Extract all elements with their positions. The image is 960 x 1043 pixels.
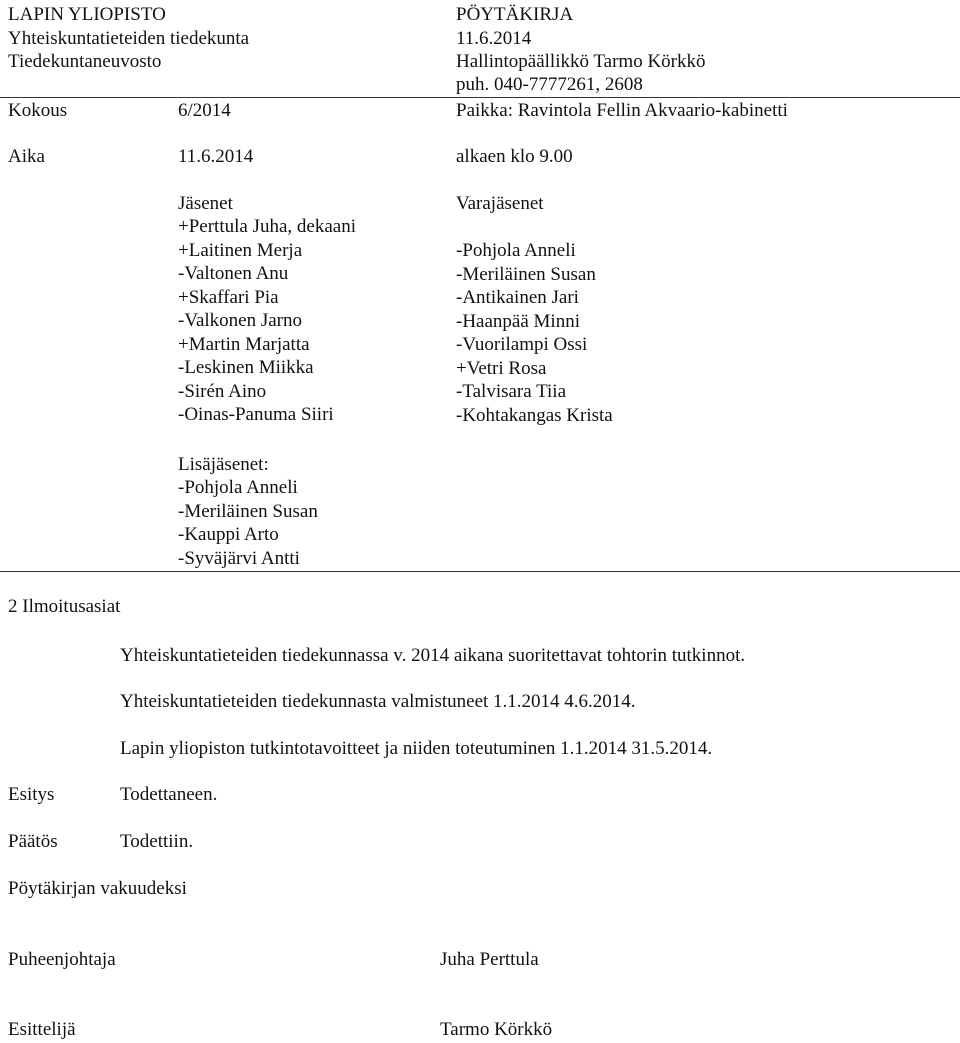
- deputy-item: +Vetri Rosa: [456, 357, 547, 379]
- additional-member-item: -Syväjärvi Antti: [178, 547, 300, 569]
- decision-label: Päätös: [8, 831, 58, 852]
- member-item: +Perttula Juha, dekaani: [178, 216, 356, 237]
- deputy-item: -Haanpää Minni: [456, 310, 580, 332]
- additional-member-item: -Pohjola Anneli: [178, 477, 298, 498]
- chair-name: Juha Perttula: [440, 949, 539, 970]
- meeting-place: Paikka: Ravintola Fellin Akvaario-kabinetti: [456, 100, 788, 121]
- member-item: -Sirén Aino: [178, 380, 267, 402]
- notice-line: Yhteiskuntatieteiden tiedekunnasta valmistuneet 1.1.2014 4.6.2014.: [120, 691, 636, 712]
- member-item: -Valtonen Anu: [178, 263, 289, 284]
- deputy-item: -Antikainen Jari: [456, 287, 579, 308]
- chair-label: Puheenjohtaja: [8, 949, 116, 970]
- deputies-heading: Varajäsenet: [456, 193, 544, 214]
- members-list: [178, 215, 356, 427]
- time-label: Aika: [8, 146, 45, 167]
- council-name: Tiedekuntaneuvosto: [8, 51, 162, 72]
- deputy-item: -Pohjola Anneli: [456, 240, 576, 261]
- additional-member-item: -Kauppi Arto: [178, 524, 279, 545]
- faculty-name: Yhteiskuntatieteiden tiedekunta: [8, 28, 250, 49]
- meeting-date: 11.6.2014: [178, 146, 254, 167]
- deputies-list: [456, 239, 613, 427]
- secretary-label: Esittelijä: [8, 1019, 76, 1040]
- meeting-number: 6/2014: [178, 100, 231, 121]
- member-item: +Skaffari Pia: [178, 286, 279, 308]
- member-item: -Leskinen Miikka: [178, 357, 314, 378]
- document-date: 11.6.2014: [456, 28, 532, 49]
- meeting-label: Kokous: [8, 100, 68, 121]
- section-title: 2 Ilmoitusasiat: [8, 596, 121, 617]
- member-item: -Oinas-Panuma Siiri: [178, 404, 334, 425]
- proposal-text: Todettaneen.: [120, 784, 218, 805]
- additional-members-heading: Lisäjäsenet:: [178, 454, 269, 475]
- signatures-title: Pöytäkirjan vakuudeksi: [8, 878, 187, 899]
- notice-line: Lapin yliopiston tutkintotavoitteet ja niiden toteutuminen 1.1.2014 31.5.2014.: [120, 738, 713, 759]
- additional-members-list: [178, 476, 318, 570]
- deputy-item: -Vuorilampi Ossi: [456, 334, 588, 355]
- author-name: Hallintopäällikkö Tarmo Körkkö: [456, 51, 706, 72]
- deputy-item: -Talvisara Tiia: [456, 381, 567, 402]
- deputy-item: -Meriläinen Susan: [456, 263, 596, 285]
- header-divider: [0, 97, 960, 98]
- proposal-label: Esitys: [8, 784, 55, 805]
- meeting-start-time: alkaen klo 9.00: [456, 146, 573, 167]
- member-item: -Valkonen Jarno: [178, 310, 302, 331]
- member-item: +Martin Marjatta: [178, 333, 310, 355]
- section-divider: [0, 571, 960, 572]
- author-phone: puh. 040-7777261, 2608: [456, 74, 643, 95]
- org-name: LAPIN YLIOPISTO: [8, 4, 166, 25]
- members-heading: Jäsenet: [178, 193, 233, 214]
- notice-line: Yhteiskuntatieteiden tiedekunnassa v. 2014 aikana suoritettavat tohtorin tutkinnot.: [120, 645, 746, 666]
- secretary-name: Tarmo Körkkö: [440, 1019, 553, 1040]
- deputy-item: -Kohtakangas Krista: [456, 404, 613, 426]
- additional-member-item: -Meriläinen Susan: [178, 500, 318, 522]
- document-type: PÖYTÄKIRJA: [456, 4, 574, 25]
- decision-text: Todettiin.: [120, 831, 194, 852]
- member-item: +Laitinen Merja: [178, 239, 303, 261]
